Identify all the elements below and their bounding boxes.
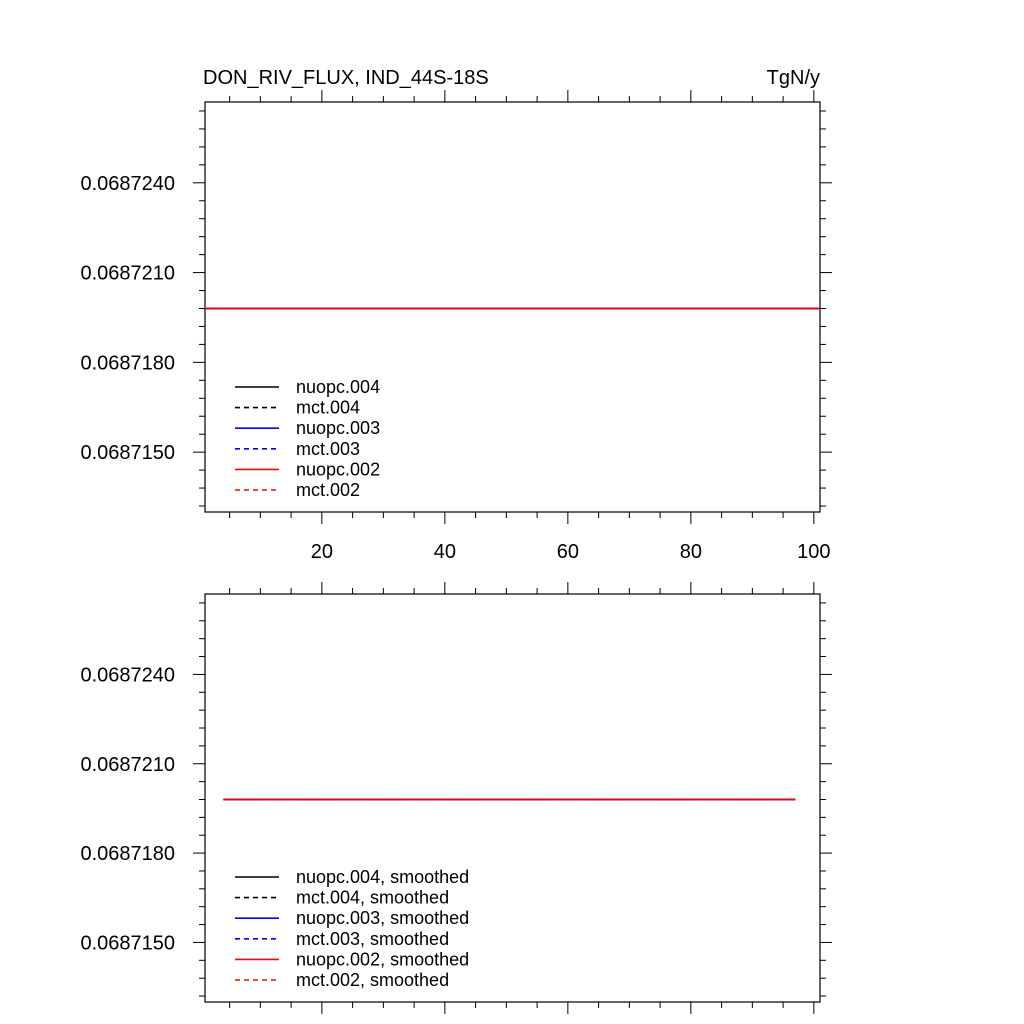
x-tick-label: 20 — [310, 541, 333, 563]
y-tick-label: 0.0687180 — [80, 352, 175, 375]
legend-label: mct.004, smoothed — [296, 887, 450, 908]
legend-label: mct.004 — [296, 397, 361, 418]
legend-label: nuopc.003 — [296, 418, 381, 439]
legend-label: mct.003 — [296, 438, 361, 459]
legend-label: mct.003, smoothed — [296, 928, 450, 949]
legend — [235, 867, 469, 990]
legend-label: nuopc.002 — [296, 459, 381, 480]
legend-label: mct.002 — [296, 480, 361, 500]
x-tick-label: 100 — [797, 541, 831, 563]
y-tick-label: 0.0687180 — [80, 843, 175, 866]
chart-panel-2 — [80, 582, 832, 1014]
y-tick-label: 0.0687240 — [80, 664, 175, 687]
legend — [235, 377, 380, 500]
legend-label: nuopc.002, smoothed — [296, 949, 470, 970]
y-tick-label: 0.0687210 — [80, 262, 175, 285]
units-label: TgN/y — [766, 67, 820, 89]
y-tick-label: 0.0687240 — [80, 172, 175, 195]
y-tick-label: 0.0687150 — [80, 442, 175, 465]
legend-label: nuopc.003, smoothed — [296, 908, 470, 929]
chart-title: DON_RIV_FLUX, IND_44S-18S — [203, 67, 489, 89]
y-tick-label: 0.0687150 — [80, 932, 175, 955]
x-tick-label: 40 — [433, 541, 456, 563]
legend-label: mct.002, smoothed — [296, 970, 450, 990]
x-tick-label: 80 — [679, 541, 702, 563]
chart-panel-1 — [80, 67, 832, 563]
legend-label: nuopc.004, smoothed — [296, 867, 470, 887]
x-tick-label: 60 — [556, 541, 579, 563]
legend-label: nuopc.004 — [296, 377, 381, 397]
y-tick-label: 0.0687210 — [80, 753, 175, 776]
